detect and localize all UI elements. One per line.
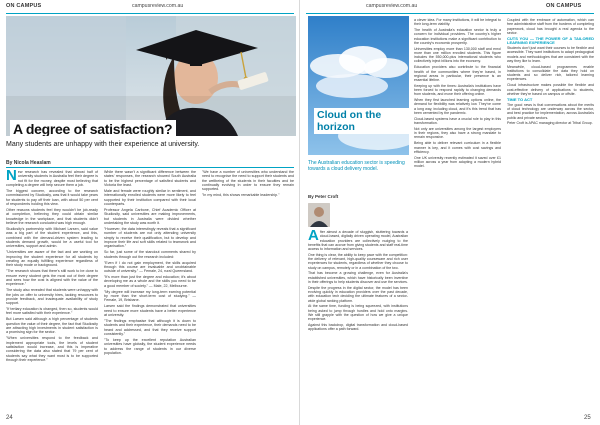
author-bio: Peter Croft is APAC managing director at Tribal Group. [507,121,593,126]
article-column-1 [6,170,98,410]
article-column-3 [507,18,594,410]
article-paragraph: The study also revealed that students were unhappy with the jobs on offer to university hires, lacking resources to provide feedback, and inadequate availability of study support. [6,288,98,306]
subheading: TIME TO ACT [507,96,533,102]
article-paragraph: Being able to deliver relevant curriculum in a flexible manner is key, and it comes with cost savings and efficiency. [414,141,501,154]
article-paragraph: Cloud infrastructure makes possible the flexible and cost-effective delivery of applications to students, whether they're based on campus or offsite. [507,83,594,96]
article-paragraph: The health of Australia's education sector is truly a concern for individual providers. The country's higher education institutions make a significant contribution to the country's economic prosperity. [414,28,501,45]
headline: A degree of satisfaction? [10,120,176,136]
article-quote: "My degree will increase my long-term earning potential by more than the short-term cost of studying." — Female, 19, Brisbane. [104,289,196,303]
article-paragraph: "The research shows that there's still work to be done to ensure every student gets the most out of their degree and sees how the cost is aligned with the value of the experience." [6,269,98,287]
article-paragraph: Coupled with the embrace of automation, which can free administrative staff from the burdens of completing paperwork, cloud has brought a real agenda to the sector. [507,18,594,35]
article-paragraph: The good news is that conversations about the merits of cloud technology are underway across the sector, and best practice for implementation, across Australia's public and private sectors. [507,102,594,120]
headline: Cloud on the horizon [314,108,409,134]
site-url: campusreview.com.au [132,3,184,9]
article-paragraph: Not only are universities among the largest employers in their regions, they also have a strong mandate to remain responsive. [414,126,501,140]
drop-cap: N [6,170,17,184]
site-url: campusreview.com.au [366,3,418,9]
header-rule [306,13,594,14]
article-paragraph: But Larsen said although a high percentage of students question the value of their degree, the fact that Studiosity are attracting high investments in student satisfaction is a promising sign for the sector. [6,317,98,335]
standfirst: Many students are unhappy with their experience at university. [6,141,200,148]
article-paragraph: Students don't just want their courses to be flexible and accessible. They want institutions to adapt pedagogical models and methodologies that are consistent with the way they like to learn. [507,46,594,63]
article-paragraph: Keeping up with the times: Australia's institutions have been forced to respond rapidly to changing demands from students, and move their offering online. [414,83,501,97]
article-paragraph: One thing is clear, the ability to keep pace with the competition: the delivery of relevant, high-quality courseware and rich user experiences for students, regardless of whether they choose to study on campus, remotely or in a combination of the two. [308,252,408,270]
article-paragraph: Other reasons students feel they wouldn't be job-ready at completion, believing they could obtain similar knowledge in the workplace, and that students didn't believe the research conducted was high enough. [6,207,98,225]
article-paragraph: a clever idea. For many institutions, it will be integral to their long-term viability. [414,18,501,27]
byline-rule [6,167,294,168]
standfirst: The Australian education sector is speeding towards a cloud delivery model. [308,160,405,172]
article-paragraph: Universities employ more than 130,000 staff and enrol more than one million enrolled students. This figure includes the 550,000-plus international students who collectively inject billions into the economy. [414,46,501,64]
article-paragraph: Professor Angela Carbone, Chief Academic Officer at Studiosity, said universities are making improvements, but students in Australia were divided whether undertaking the study was worth it. [104,207,196,225]
article-paragraph: Cloud-based systems have a crucial role to play in this transformation. [414,116,501,126]
article-paragraph: New research has revealed that almost half of university students in Australia feel their degree is not fit for the money, despite most believing that completing a degree will help secure them a job. [6,170,98,188]
sky-clouds-illustration [308,16,409,155]
article-columns [6,170,294,410]
article-columns [414,18,594,410]
article-paragraph: Meanwhile, cloud-based programmes enable institutions to consolidate the data they hold on students and so deliver rich, tailored learning experiences. [507,64,594,82]
article-paragraph: Larsen said the findings demonstrated that universities need to ensure more students have a better experience at university. [104,304,196,318]
article-paragraph: "We have a number of universities who understand the need to recognise the need to support their students and the wellbeing of the students in their faculties and be continually evolving in order to ensure they remain supported. [202,170,294,192]
article-column-2 [104,170,196,410]
article-paragraph: "When universities respond to the feedback and implement appropriate tools, the levels of student satisfaction would increase, and this is imperative considering the data also stated that 79 per cent of students say what they want most is to be supported through their experience." [6,336,98,363]
article-paragraph: Studiosity's partnership with Michael Larsen, said value was a big part of the student experience, and this, combined with the demand-driven system leading to students demand growth, would be a useful tool for universities, support and admin. [6,226,98,249]
page-number: 24 [6,415,13,421]
byline: By Nicola Heaslam [6,160,51,166]
article-column-2 [414,18,501,410]
article-paragraph: When they first launched learning options online, the demand for flexibility was relatively low. They've come a long way, including cloud, and it's this trend that has been cemented by the pandemic. [414,98,501,115]
article-paragraph: Education providers also contribute to the financial health of the communities where they're based, in regional areas in particular, their presence is an essential lifeline. [414,65,501,83]
cloud-photo [308,16,409,155]
article-paragraph: At the same time, funding is being squeezed, with institutions being asked to jump through hurdles and hold onto margins. We still grapple with the question of how we give a unique experience. [308,304,408,322]
article-column-1 [308,230,408,410]
article-paragraph: "To keep up the excellent reputation Australian universities have globally, the student experience needs to address the range of students in our diverse population. [104,337,196,355]
section-label: ON CAMPUS [546,3,582,9]
page-number: 25 [584,415,591,421]
hero-photo [6,16,296,136]
author-portrait-icon [308,203,330,227]
article-paragraph: After almost a decade of sluggish, stuttering towards a cloud-based, digitally driven operating model, Australian education providers are collectively nudging to the benefits that can accrue from giving students and staff real-time access to information and services. [308,230,408,251]
section-label: ON CAMPUS [6,3,42,9]
article-paragraph: Despite the progress in the digital sector, the model has been evolving quickly in education providers over the past decade, with education tech deciding the ultimate features of a sector-wide global ranking platform. [308,285,408,303]
article-paragraph: "However, the data interestingly reveals that a significant number of students are not only attending university simply to receive their qualification, but to develop and improve their life and soft skills related to teamwork and organisation." [104,226,196,249]
byline: By Peter Croft [308,194,339,199]
article-paragraph: The biggest concern, according to the research commissioned by Studiosity, was that it would take years for students to pay off their loan, with about 50 per cent of respondents holding this view. [6,188,98,206]
graduation-photo-illustration [6,16,296,136]
article-paragraph: "The findings emphasise that although it is down to students and their experience, their demands need to be heard and addressed, and that they receive support consistently." [104,319,196,337]
drop-cap: A [308,230,319,244]
article-paragraph: One UK university recently estimated it saved over £1 million across a year from adopting a modern hybrid model. [414,155,501,169]
article-column-1-wrap [308,230,408,410]
right-page [300,0,600,425]
article-quote: "Even if I do not gain employment, the skills acquired through this course are invaluable and unobtainable outside of university." — Female, 24, rural Queensland. [104,260,196,274]
article-paragraph: That has become a growing challenge, even for Australia's established universities, which have historically been inventive in their offerings to help students discover and use the services. [308,271,408,284]
header-rule [6,13,294,14]
article-column-3 [202,170,294,410]
article-paragraph: "Universities are aware of the fact and are working on improving the student experience for all students by creating an equally fulfilling experience regardless of their study mode or background. [6,250,98,268]
subheading: CUTS YOU — THE POWER OF A TAILORED LEARNING EXPERIENCE [507,35,594,45]
article-paragraph: "If tertiary education is changed, then so, students would feel more satisfied with their experience." [6,307,98,316]
article-paragraph: "In my mind, this shows remarkable leadership." [202,193,280,198]
author-photo [308,203,330,227]
article-paragraph: So far, just some of the standout comments shared by students through out the research included: [104,250,196,259]
article-paragraph: While there wasn't a significant difference between the states' responses, the research showed South Australia to be the highest percentage of satisfied students and Victoria the least. [104,170,196,188]
article-quote: "It's more than just the degree and education; it's about developing me as a whole and the skills you need to be a good member of society." — Male, 22, Melbourne. [104,275,196,288]
article-paragraph: Male and female were roughly similar in sentiment, and internationally enrolled students were more likely to feel supported by their institution compared with their local counterparts. [104,188,196,206]
article-paragraph: Against this backdrop, digital transformation and cloud-based applications offer a path forward. [308,322,408,332]
